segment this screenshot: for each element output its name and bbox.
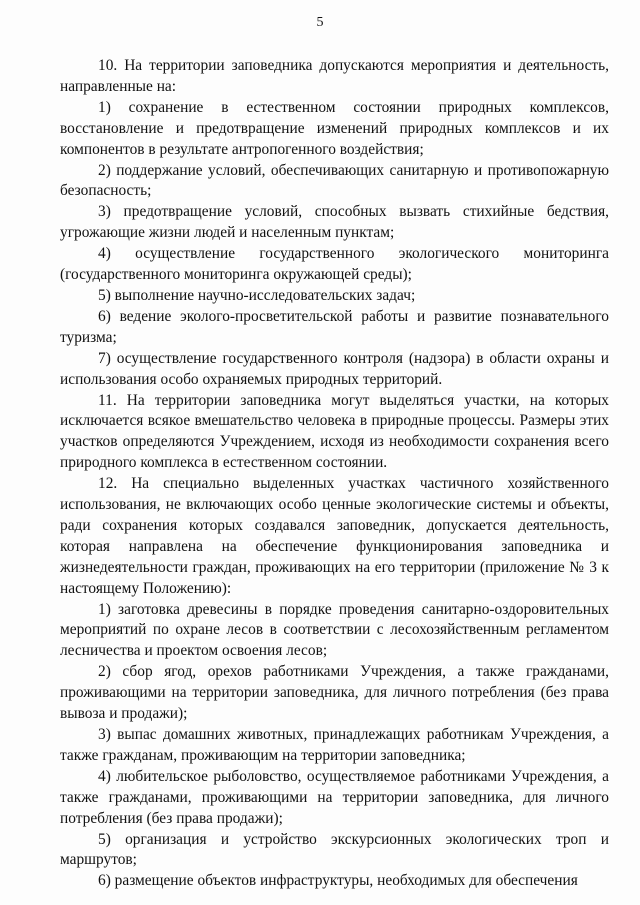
list-item-10-3: 3) предотвращение условий, способных вызвать стихийные бедствия, угрожающие жизни людей и населенным пунктам; <box>60 203 609 242</box>
page-number: 5 <box>316 15 324 30</box>
document-body <box>60 56 609 892</box>
list-item-10-5: 5) выполнение научно-исследовательских задач; <box>98 286 416 304</box>
list-item-12-2: 2) сбор ягод, орехов работниками Учреждения, а также гражданами, проживающими на территории заповедника, для личного потребления (без права вывоза и продажи); <box>60 663 609 723</box>
list-item-10-1: 1) сохранение в естественном состоянии природных комплексов, восстановление и предотвращение изменений природных комплексов и их компонентов в результате антропогенного воздействия; <box>60 98 609 158</box>
list-item-12-6: 6) размещение объектов инфраструктуры, необходимых для обеспечения <box>98 872 578 890</box>
list-item-12-1: 1) заготовка древесины в порядке проведения санитарно-оздоровительных мероприятий по охране лесов в соответствии с лесохозяйственным регламентом лесничества и проектом освоения лесов; <box>60 600 609 660</box>
paragraph-10-intro: 10. На территории заповедника допускаются мероприятия и деятельность, направленные на: <box>60 57 609 95</box>
list-item-12-4: 4) любительское рыболовство, осуществляемое работниками Учреждения, а также гражданами, проживающими на территории заповедника, для личного потребления (без права продажи); <box>60 767 609 827</box>
list-item-10-7: 7) осуществление государственного контроля (надзора) в области охраны и использования особо охраняемых природных территорий. <box>60 349 609 388</box>
list-item-10-2: 2) поддержание условий, обеспечивающих санитарную и противопожарную безопасность; <box>60 161 609 200</box>
list-item-12-3: 3) выпас домашних животных, принадлежащих работникам Учреждения, а также гражданам, проживающим на территории заповедника; <box>60 726 609 764</box>
list-item-12-5: 5) организация и устройство экскурсионных экологических троп и маршрутов; <box>60 830 609 869</box>
list-item-10-4: 4) осуществление государственного экологического мониторинга (государственного мониторинга окружающей среды); <box>60 245 609 284</box>
list-item-10-6: 6) ведение эколого-просветительской работы и развитие познавательного туризма; <box>60 307 609 346</box>
paragraph-12-intro: 12. На специально выделенных участках частичного хозяйственного использования, не включающих особо ценные экологические системы и объекты, ради сохранения которых создавался заповедник, допускается деятельность, которая направлена на обеспечение функционирования заповедника и жизнедеятельности граждан, проживающих на его территории (приложение № 3 к настоящему Положению): <box>60 475 609 597</box>
paragraph-11: 11. На территории заповедника могут выделяться участки, на которых исключается всякое вмешательство человека в природные процессы. Размеры этих участков определяются Учреждением, исходя из необходимости сохранения всего природного комплекса в естественном состоянии. <box>60 391 609 472</box>
